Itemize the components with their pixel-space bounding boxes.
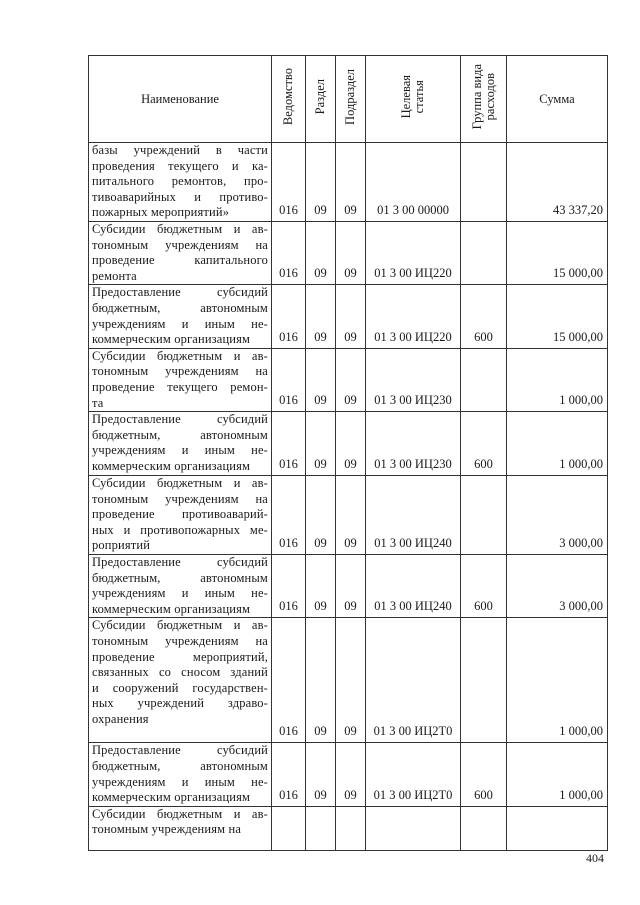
table-row	[89, 743, 608, 806]
header-group-line2: расходов	[482, 73, 497, 121]
row-sum: 3 000,00	[507, 555, 608, 618]
row-name-line: охранения	[92, 712, 149, 727]
row-razdel: 09	[306, 412, 336, 476]
row-podrazdel	[336, 806, 366, 850]
header-podrazdel-text: Подраздел	[343, 69, 357, 125]
row-group: 600	[461, 743, 507, 806]
row-razdel	[306, 806, 336, 850]
row-name-line: проведение капитального	[92, 253, 268, 268]
row-name-line: ных и противопожарных ме-	[92, 522, 268, 537]
row-group: 600	[461, 412, 507, 476]
row-name-line: та	[92, 395, 104, 410]
header-vedomstvo-text: Ведомство	[281, 68, 295, 126]
row-sum: 1 000,00	[507, 618, 608, 743]
row-name-line: Субсидии бюджетным и ав-	[92, 221, 268, 236]
row-target: 01 3 00 ИЦ2Т0	[366, 743, 461, 806]
row-razdel: 09	[306, 221, 336, 284]
row-group	[461, 618, 507, 743]
row-name-line: ных учреждений здраво-	[92, 696, 268, 711]
row-podrazdel: 09	[336, 412, 366, 476]
row-group: 600	[461, 285, 507, 348]
header-target-line2: статья	[412, 80, 426, 114]
row-name-line: проведение противоаварий-	[92, 507, 268, 522]
table-row	[89, 348, 608, 411]
row-name-line: Субсидии бюджетным и ав-	[92, 476, 268, 491]
row-name-line: тономным учреждениям на	[92, 491, 268, 506]
row-target: 01 3 00 ИЦ230	[366, 348, 461, 411]
row-name-line: тономным учреждениям на	[92, 364, 268, 379]
row-group	[461, 221, 507, 284]
row-name-line: учреждениям и иным не-	[92, 774, 268, 789]
row-name-cell	[89, 743, 272, 806]
row-name-cell	[89, 412, 272, 476]
row-name-line: Предоставление субсидий	[92, 555, 268, 570]
row-group	[461, 348, 507, 411]
row-target: 01 3 00 ИЦ230	[366, 412, 461, 476]
row-group	[461, 143, 507, 222]
row-name-line: базы учреждений в части	[92, 143, 268, 157]
row-podrazdel: 09	[336, 476, 366, 555]
header-target-line1: Целевая	[399, 75, 413, 119]
row-vedomstvo: 016	[272, 618, 306, 743]
row-name-line: пожарных мероприятий»	[92, 205, 230, 220]
row-razdel: 09	[306, 618, 336, 743]
header-podrazdel	[336, 56, 366, 143]
header-group	[461, 56, 507, 143]
row-target: 01 3 00 ИЦ2Т0	[366, 618, 461, 743]
header-target	[366, 56, 461, 143]
row-podrazdel: 09	[336, 618, 366, 743]
row-name-line: Предоставление субсидий	[92, 412, 268, 427]
row-name-line: коммерческим организациям	[92, 601, 251, 616]
row-name-line: Предоставление субсидий	[92, 285, 268, 300]
row-vedomstvo: 016	[272, 412, 306, 476]
table-header-row	[89, 56, 608, 143]
header-vedomstvo	[272, 56, 306, 143]
row-name-cell	[89, 143, 272, 222]
row-name-line: бюджетным, автономным	[92, 427, 268, 442]
row-sum: 43 337,20	[507, 143, 608, 222]
row-razdel: 09	[306, 285, 336, 348]
row-name-line: бюджетным, автономным	[92, 759, 268, 774]
table-row	[89, 221, 608, 284]
row-name-line: Субсидии бюджетным и ав-	[92, 618, 268, 633]
row-vedomstvo: 016	[272, 221, 306, 284]
row-group	[461, 806, 507, 850]
row-podrazdel: 09	[336, 143, 366, 222]
row-sum: 15 000,00	[507, 285, 608, 348]
row-name-cell	[89, 806, 272, 850]
row-podrazdel: 09	[336, 285, 366, 348]
budget-table	[88, 55, 608, 851]
row-name-line: коммерческим организациям	[92, 458, 251, 473]
row-group: 600	[461, 555, 507, 618]
header-group-line1: Группа вида	[469, 64, 484, 130]
row-podrazdel: 09	[336, 555, 366, 618]
row-sum	[507, 806, 608, 850]
row-razdel: 09	[306, 476, 336, 555]
row-sum: 1 000,00	[507, 743, 608, 806]
row-podrazdel: 09	[336, 348, 366, 411]
row-name-cell	[89, 221, 272, 284]
row-name-line: Субсидии бюджетным и ав-	[92, 806, 268, 821]
row-name-line: проведение мероприятий,	[92, 649, 268, 664]
header-razdel-text: Раздел	[313, 79, 327, 115]
row-name-cell	[89, 348, 272, 411]
row-vedomstvo: 016	[272, 143, 306, 222]
row-vedomstvo: 016	[272, 476, 306, 555]
row-name-line: Субсидии бюджетным и ав-	[92, 348, 268, 363]
row-name-cell	[89, 476, 272, 555]
row-name-line: тономным учреждениям на	[92, 822, 242, 837]
row-name-line: тивоаварийных и противо-	[92, 189, 268, 204]
row-vedomstvo: 016	[272, 743, 306, 806]
table-row	[89, 143, 608, 222]
table-row	[89, 555, 608, 618]
row-group	[461, 476, 507, 555]
row-name-line: проведения текущего и ка-	[92, 158, 268, 173]
row-name-cell	[89, 618, 272, 743]
header-name-text: Наименование	[141, 91, 219, 106]
row-podrazdel: 09	[336, 743, 366, 806]
page-number: 404	[586, 851, 604, 865]
row-name-line: бюджетным, автономным	[92, 300, 268, 315]
table-row	[89, 806, 608, 850]
row-name-cell	[89, 285, 272, 348]
row-name-line: коммерческим организациям	[92, 790, 251, 805]
row-name-line: учреждениям и иным не-	[92, 316, 268, 331]
row-name-line: роприятий	[92, 538, 151, 553]
row-name-cell	[89, 555, 272, 618]
row-sum: 1 000,00	[507, 412, 608, 476]
header-sum	[507, 56, 608, 143]
table-row	[89, 476, 608, 555]
header-name	[89, 56, 272, 143]
row-name-line: учреждениям и иным не-	[92, 586, 268, 601]
table-body	[89, 143, 608, 851]
header-target-text	[400, 75, 426, 118]
row-name-line: Предоставление субсидий	[92, 743, 268, 758]
table-row	[89, 618, 608, 743]
row-target: 01 3 00 ИЦ240	[366, 555, 461, 618]
row-name-line: коммерческим организациям	[92, 332, 251, 347]
table-row	[89, 285, 608, 348]
row-razdel: 09	[306, 348, 336, 411]
table-row	[89, 412, 608, 476]
row-target: 01 3 00 ИЦ220	[366, 285, 461, 348]
row-name-line: проведение текущего ремон-	[92, 379, 268, 394]
row-vedomstvo: 016	[272, 555, 306, 618]
row-target: 01 3 00 ИЦ240	[366, 476, 461, 555]
row-name-line: тономным учреждениям на	[92, 237, 268, 252]
row-sum: 3 000,00	[507, 476, 608, 555]
row-sum: 15 000,00	[507, 221, 608, 284]
row-name-line: учреждениям и иным не-	[92, 443, 268, 458]
row-vedomstvo: 016	[272, 285, 306, 348]
header-sum-text: Сумма	[539, 91, 575, 106]
row-target	[366, 806, 461, 850]
header-group-text	[471, 64, 497, 129]
row-razdel: 09	[306, 555, 336, 618]
row-sum: 1 000,00	[507, 348, 608, 411]
row-podrazdel: 09	[336, 221, 366, 284]
header-razdel	[306, 56, 336, 143]
row-target: 01 3 00 00000	[366, 143, 461, 222]
row-name-line: питального ремонтов, про-	[92, 174, 268, 189]
row-vedomstvo	[272, 806, 306, 850]
row-name-line: тономным учреждениям на	[92, 634, 268, 649]
row-name-line: связанных со сносом зданий	[92, 665, 268, 680]
row-name-line: и сооружений государствен-	[92, 680, 268, 695]
row-vedomstvo: 016	[272, 348, 306, 411]
row-razdel: 09	[306, 143, 336, 222]
row-name-line: бюджетным, автономным	[92, 570, 268, 585]
row-target: 01 3 00 ИЦ220	[366, 221, 461, 284]
row-razdel: 09	[306, 743, 336, 806]
row-name-line: ремонта	[92, 268, 137, 283]
